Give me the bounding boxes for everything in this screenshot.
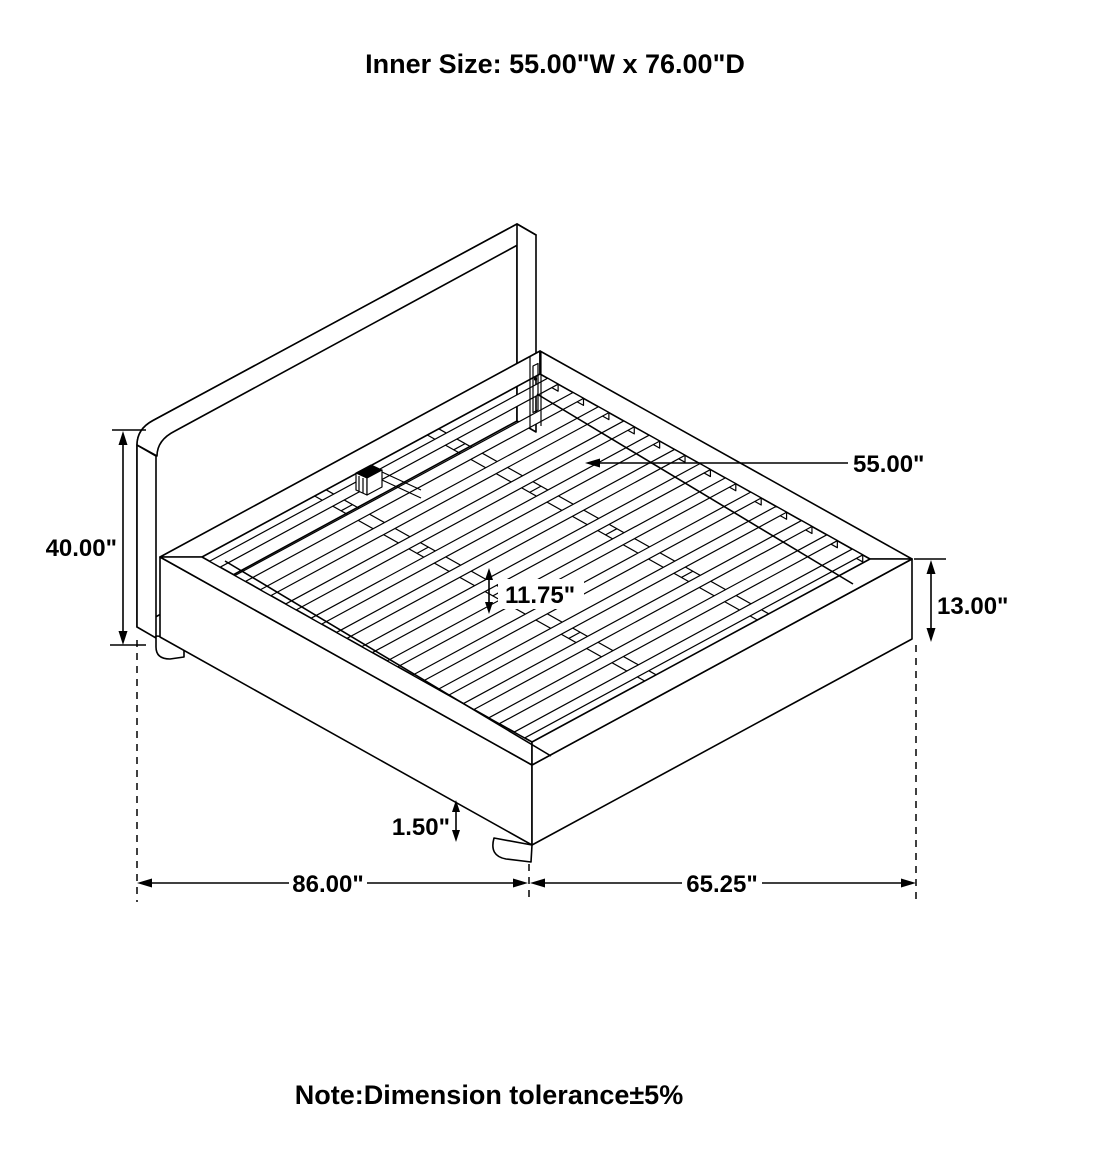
arrow-left-icon <box>530 879 545 888</box>
dim-overall-width <box>530 871 916 898</box>
page-title: Inner Size: 55.00"W x 76.00"D <box>365 49 745 79</box>
tolerance-note: Note:Dimension tolerance±5% <box>294 1080 684 1110</box>
arrow-left-icon <box>137 879 152 888</box>
dim-rail-height <box>914 559 1008 642</box>
dim-label-inner-slat-width: 55.00" <box>853 451 925 478</box>
slat <box>362 464 711 653</box>
slat <box>387 478 736 667</box>
dim-label-overall-width: 65.25" <box>686 871 758 898</box>
arrow-down-icon <box>452 830 460 842</box>
dim-label-overall-length: 86.00" <box>292 871 364 898</box>
dim-label-leg-clearance: 1.50" <box>391 814 450 841</box>
dim-label-headboard-height: 40.00" <box>45 535 117 562</box>
arrow-down-icon <box>119 631 128 645</box>
dim-label-slat-spacing: 11.75" <box>505 582 576 609</box>
arrow-down-icon <box>927 628 936 642</box>
arrow-up-icon <box>485 568 493 580</box>
arrow-right-icon <box>513 879 528 888</box>
dim-label-rail-height: 13.00" <box>937 593 1009 620</box>
arrow-up-icon <box>927 560 936 574</box>
dim-headboard-height <box>46 430 146 645</box>
dim-overall-length <box>137 871 528 898</box>
arrow-up-icon <box>119 431 128 445</box>
dim-leg-clearance <box>392 800 460 842</box>
bed-artwork <box>137 224 912 862</box>
arrow-right-icon <box>901 879 916 888</box>
headboard-left-edge <box>137 445 156 638</box>
